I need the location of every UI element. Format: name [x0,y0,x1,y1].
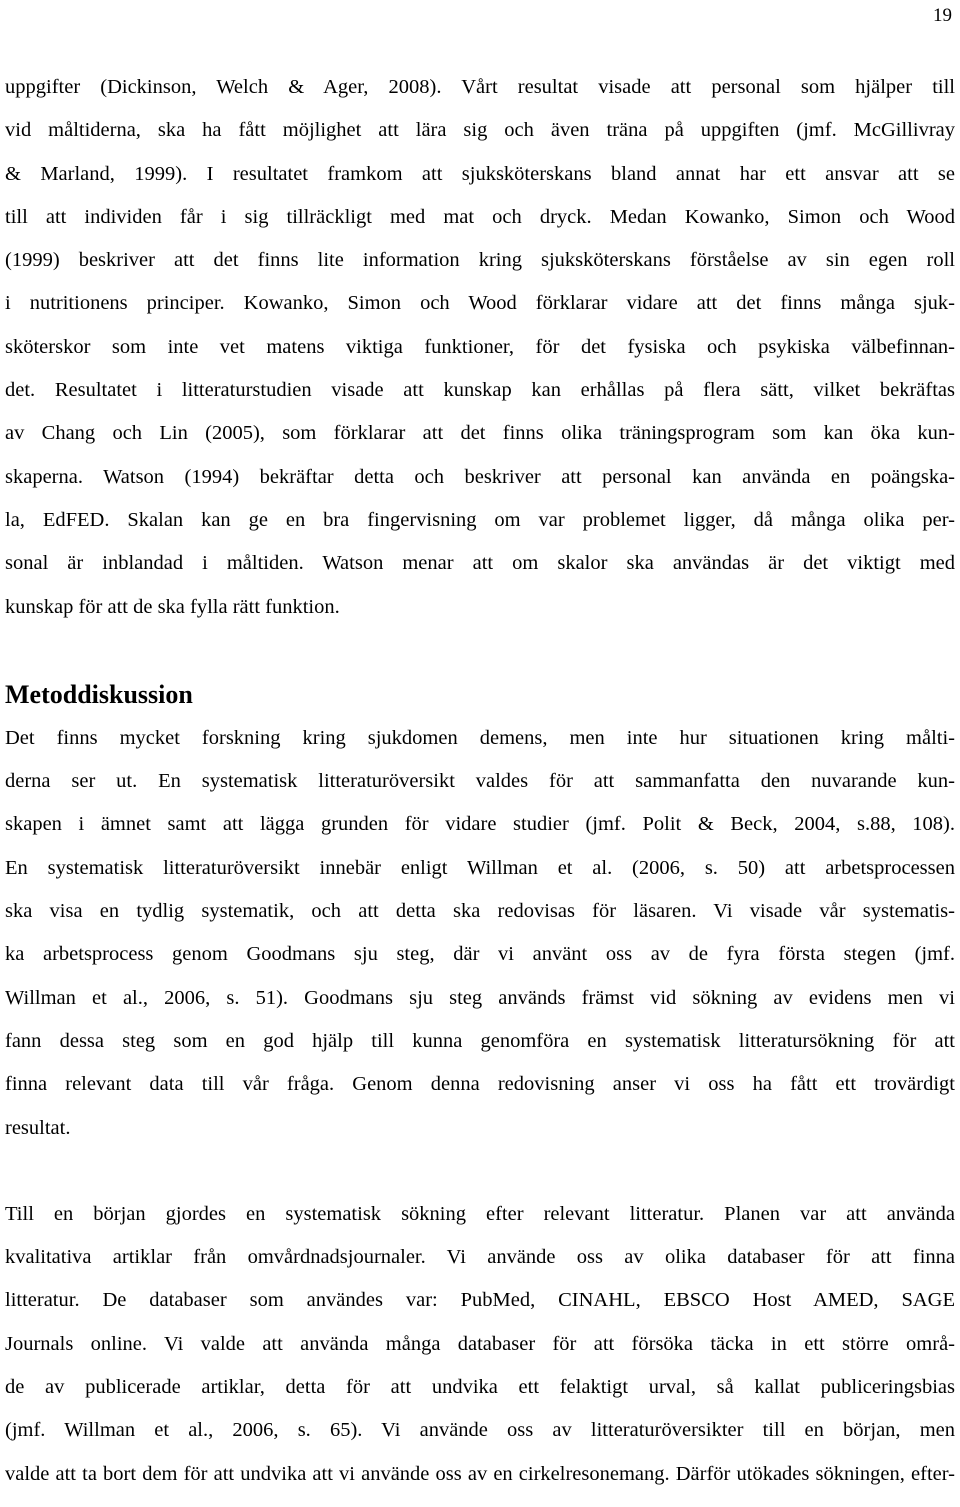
text-line: ka arbetsprocess genom Goodmans sju steg, där vi använt oss av de fyra första stegen (jmf. [5,943,955,966]
text-line: fann dessa steg som en god hjälp till kunna genomföra en systematisk litteratursökning för att [5,1029,955,1052]
text-line: i nutritionens principer. Kowanko, Simon och Wood förklarar vidare att det finns många sjuk- [5,292,955,315]
text-line: valde att ta bort dem för att undvika att vi använde oss av en cirkelresonemang. Därför utökades sökningen, efter- [5,1462,955,1485]
text-line: skaperna. Watson (1994) bekräftar detta och beskriver att personal kan använda en poängska- [5,465,955,488]
paragraph [5,1193,955,1496]
text-line: En systematisk litteraturöversikt innebär enligt Willman et al. (2006, s. 50) att arbetsprocessen [5,856,955,879]
section-heading: Metoddiskussion [5,679,193,709]
text-line: uppgifter (Dickinson, Welch & Ager, 2008). Vårt resultat visade att personal som hjälper till [5,76,955,98]
text-line: finna relevant data till vår fråga. Genom denna redovisning anser vi oss ha fått ett trovärdigt [5,1073,955,1096]
text-line: kunskap för att de ska fylla rätt funktion. [5,595,340,618]
paragraph [5,66,955,629]
text-line: sonal är inblandad i måltiden. Watson menar att om skalor ska användas är det viktigt med [5,552,955,575]
text-line: av Chang och Lin (2005), som förklarar att det finns olika träningsprogram som kan öka kun- [5,422,955,445]
text-line: Till en början gjordes en systematisk sökning efter relevant litteratur. Planen var att använda [5,1202,955,1225]
text-line: ska visa en tydlig systematik, och att detta ska redovisas för läsaren. Vi visade vår systematis- [5,900,955,923]
text-line: & Marland, 1999). I resultatet framkom att sjuksköterskans bland annat har ett ansvar att se [5,162,955,185]
text-line: skapen i ämnet samt att lägga grunden för vidare studier (jmf. Polit & Beck, 2004, s.88, 108). [5,813,955,836]
text-line: till att individen får i sig tillräckligt med mat och dryck. Medan Kowanko, Simon och Wood [5,205,955,228]
text-line: resultat. [5,1116,71,1139]
text-line: de av publicerade artiklar, detta för att undvika ett felaktigt urval, så kallat publiceringsbias [5,1376,955,1399]
document-body [5,66,955,1496]
text-line: vid måltiderna, ska ha fått möjlighet att lära sig och även träna på uppgiften (jmf. McGillivray [5,119,955,142]
text-line: litteratur. De databaser som användes var: PubMed, CINAHL, EBSCO Host AMED, SAGE [5,1289,955,1312]
text-line: (jmf. Willman et al., 2006, s. 65). Vi använde oss av litteraturöversikter till en början, men [5,1419,955,1442]
text-line: (1999) beskriver att det finns lite information kring sjuksköterskans förståelse av sin egen roll [5,249,955,272]
text-line: kvalitativa artiklar från omvårdnadsjournaler. Vi använde oss av olika databaser för att finna [5,1246,955,1269]
text-line: det. Resultatet i litteraturstudien visade att kunskap kan erhållas på flera sätt, vilket bekräftas [5,379,955,402]
text-line: Willman et al., 2006, s. 51). Goodmans sju steg används främst vid sökning av evidens men vi [5,986,955,1009]
page-number: 19 [933,5,952,26]
text-line: la, EdFED. Skalan kan ge en bra fingervisning om var problemet ligger, då många olika per- [5,508,955,531]
text-line: derna ser ut. En systematisk litteraturöversikt valdes för att sammanfatta den nuvarande kun- [5,770,955,793]
text-line: Det finns mycket forskning kring sjukdomen demens, men inte hur situationen kring målti- [5,726,955,749]
paragraph [5,717,955,1150]
paragraph-spacer [5,1150,955,1193]
text-line: Journals online. Vi valde att använda många databaser för att försöka täcka in ett större områ- [5,1332,955,1355]
text-line: sköterskor som inte vet matens viktiga funktioner, för det fysiska och psykiska välbefinnan- [5,335,955,358]
